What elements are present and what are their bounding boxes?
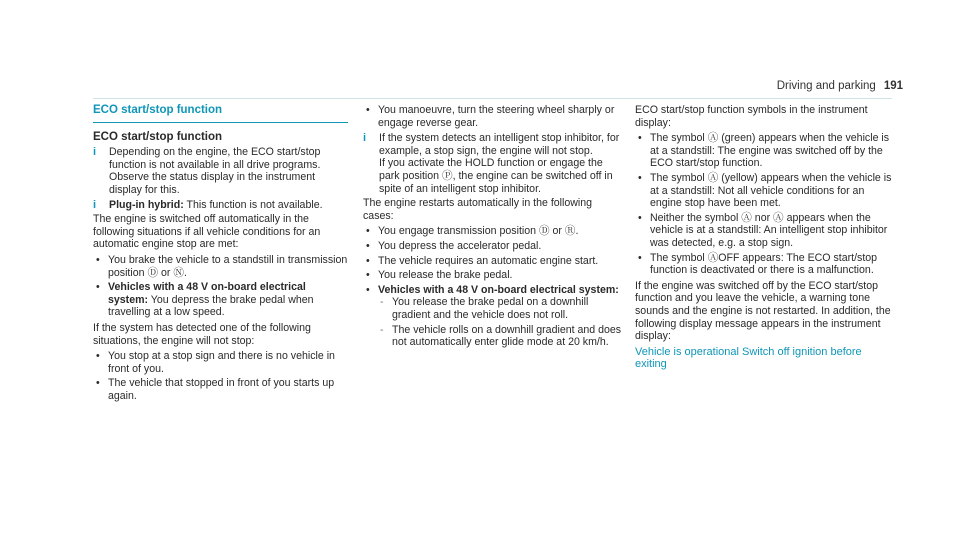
- note-bold: Plug-in hybrid:: [109, 198, 184, 211]
- info-icon: i: [363, 132, 367, 145]
- subsection-title: ECO start/stop function: [93, 130, 223, 143]
- list-item: [93, 281, 348, 319]
- note-text: If the system detects an intelligent stop inhibitor, for example, a stop sign, the engine will not stop.: [379, 132, 620, 157]
- list-item: • The vehicle that stopped in front of you starts up again.: [93, 377, 348, 402]
- column-3: [635, 104, 893, 371]
- column-2: [363, 104, 623, 352]
- list-item: [93, 254, 348, 279]
- paragraph: ECO start/stop function symbols in the instrument display:: [635, 104, 868, 129]
- info-note: [363, 132, 623, 195]
- page-number: 191: [883, 80, 903, 92]
- bullet-list: [363, 104, 623, 129]
- page-header: [777, 80, 903, 92]
- list-item: • The vehicle requires an automatic engine start.: [363, 255, 623, 268]
- list-item: [363, 284, 623, 349]
- paragraph: The engine restarts automatically in the following cases:: [363, 197, 593, 222]
- bullet-list: [93, 254, 348, 319]
- header-rule: [93, 98, 892, 99]
- info-icon: i: [93, 146, 97, 159]
- paragraph: If the engine was switched off by the ECO start/stop function and you leave the vehicle, a warning tone sounds and the engine is not restarted. In addition, the following display message appears in the instrument display:: [635, 279, 891, 343]
- list-item: • You stop at a stop sign and there is no vehicle in front of you.: [93, 350, 348, 375]
- list-item: • You release the brake pedal.: [363, 269, 623, 282]
- info-icon: i: [93, 198, 97, 211]
- list-item: • The symbol ⒶOFF appears: The ECO start/stop function is deactivated or there is a malfunction.: [635, 252, 893, 277]
- bullet-list: [93, 350, 348, 402]
- section-title: ECO start/stop function: [93, 104, 348, 123]
- note-text-cont: If you activate the HOLD function or engage the park position Ⓟ, the engine can be switched off in spite of an intelligent stop inhibitor.: [379, 157, 613, 195]
- paragraph: The engine is switched off automatically in the following situations if all vehicle conditions for an automatic engine stop are met:: [93, 213, 321, 251]
- list-item: • You engage transmission position Ⓓ or Ⓡ.: [363, 225, 623, 238]
- chapter-title: Driving and parking: [776, 80, 876, 92]
- list-item: • The symbol Ⓐ (yellow) appears when the vehicle is at a standstill: Not all vehicle conditions for an engine stop have been met.: [635, 172, 893, 210]
- note-text: Depending on the engine, the ECO start/stop function is not available in all drive programs. Observe the status display in the instrument display for this.: [109, 146, 321, 196]
- display-message: Vehicle is operational Switch off ignition before exiting: [635, 345, 862, 371]
- column-1: [93, 104, 348, 405]
- list-item-text: You depress the brake pedal when travelling at a low speed.: [108, 293, 314, 319]
- list-item: • Neither the symbol Ⓐ nor Ⓐ appears when the vehicle is at a standstill: An intelligent stop inhibitor was detected, e.g. a stop sign.: [635, 212, 893, 250]
- info-note: [93, 146, 348, 196]
- bullet-list: [635, 132, 893, 277]
- list-item: • You depress the accelerator pedal.: [363, 240, 623, 253]
- paragraph: If the system has detected one of the following situations, the engine will not stop:: [93, 321, 311, 347]
- list-item: • You manoeuvre, turn the steering wheel sharply or engage reverse gear.: [363, 104, 623, 129]
- list-item: • The symbol Ⓐ (green) appears when the vehicle is at a standstill: The engine was switched off by the ECO start/stop function.: [635, 132, 893, 170]
- dash-list: [378, 296, 623, 348]
- list-item-text: You brake the vehicle to a standstill in transmission position Ⓓ or Ⓝ.: [108, 253, 348, 279]
- dash-item: - The vehicle rolls on a downhill gradient and does not automatically enter glide mode at 20 km/h.: [378, 324, 623, 349]
- list-item-bold: Vehicles with a 48 V on-board electrical system:: [108, 281, 306, 306]
- info-note: [93, 199, 348, 212]
- dash-item: - You release the brake pedal on a downhill gradient and the vehicle does not roll.: [378, 296, 623, 321]
- note-text: This function is not available.: [183, 198, 323, 211]
- bullet-list: [363, 225, 623, 348]
- list-item-bold: Vehicles with a 48 V on-board electrical system:: [378, 283, 619, 296]
